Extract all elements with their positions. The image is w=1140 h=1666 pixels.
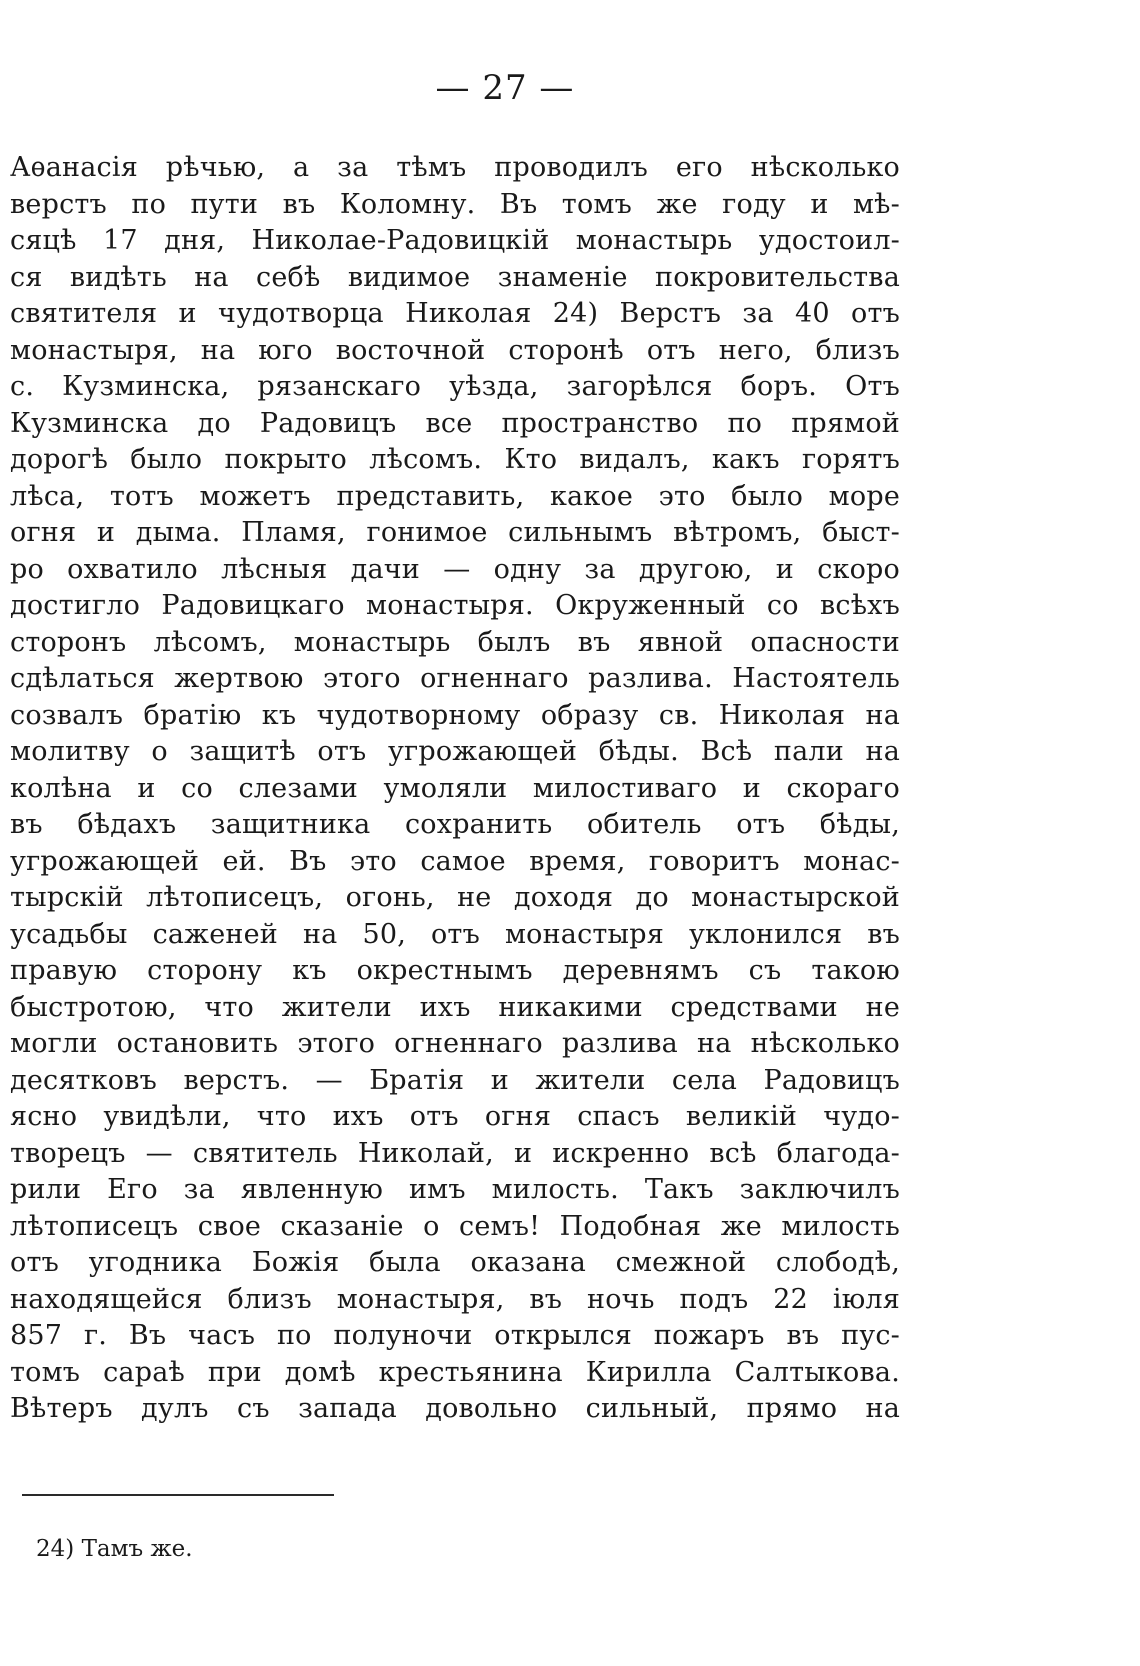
text-line: тырскій лѣтописецъ, огонь, не доходя до монастырской bbox=[10, 882, 900, 913]
text-line: могли остановить этого огненнаго разлива на нѣсколько bbox=[10, 1028, 900, 1059]
text-line: Кузминска до Радовицъ все пространство по прямой bbox=[10, 407, 900, 439]
text-line: творецъ — святитель Николай, и искренно всѣ благода- bbox=[10, 1137, 900, 1169]
text-line: верстъ по пути въ Коломну. Въ томъ же году и мѣ- bbox=[10, 188, 900, 220]
text-line: ясно увидѣли, что ихъ отъ огня спасъ великій чудо- bbox=[10, 1101, 900, 1132]
text-line: быстротою, что жители ихъ никакими средствами не bbox=[10, 991, 900, 1023]
text-line: въ бѣдахъ защитника сохранить обитель отъ бѣды, bbox=[10, 809, 900, 840]
text-line: с. Кузминска, рязанскаго уѣзда, загорѣлся боръ. Отъ bbox=[10, 371, 900, 402]
text-line: Вѣтеръ дулъ съ запада довольно сильный, прямо на bbox=[10, 1393, 900, 1424]
text-line: колѣна и со слезами умоляли милостиваго и скораго bbox=[10, 772, 900, 804]
text-line: сдѣлаться жертвою этого огненнаго разлива. Настоятель bbox=[10, 663, 900, 694]
text-line: угрожающей ей. Въ это самое время, говоритъ монас- bbox=[10, 845, 900, 877]
footnote-marker: 24) bbox=[36, 1536, 75, 1562]
text-line: ся видѣть на себѣ видимое знаменіе покровительства bbox=[10, 261, 900, 293]
text-line: огня и дыма. Пламя, гонимое сильнымъ вѣтромъ, быст- bbox=[10, 517, 900, 548]
text-line: молитву о защитѣ отъ угрожающей бѣды. Всѣ пали на bbox=[10, 736, 900, 767]
body-text bbox=[10, 150, 900, 1428]
footnote bbox=[36, 1534, 193, 1564]
text-line: находящейся близъ монастыря, въ ночь подъ 22 іюля bbox=[10, 1283, 900, 1315]
text-line: лѣса, тотъ можетъ представить, какое это было море bbox=[10, 480, 900, 512]
text-line: усадьбы саженей на 50, отъ монастыря уклонился въ bbox=[10, 918, 900, 950]
text-line: дорогѣ было покрыто лѣсомъ. Кто видалъ, какъ горятъ bbox=[10, 444, 900, 475]
footnote-text: Тамъ же. bbox=[81, 1536, 193, 1562]
text-line: созвалъ братію къ чудотворному образу св. Николая на bbox=[10, 699, 900, 731]
text-line: сторонъ лѣсомъ, монастырь былъ въ явной опасности bbox=[10, 626, 900, 658]
footnote-divider bbox=[22, 1494, 334, 1496]
text-line: ро охватило лѣсныя дачи — одну за другою, и скоро bbox=[10, 553, 900, 585]
text-line: лѣтописецъ свое сказаніе о семъ! Подобная же милость bbox=[10, 1210, 900, 1242]
text-line: достигло Радовицкаго монастыря. Окруженный со всѣхъ bbox=[10, 590, 900, 621]
text-line: Аѳанасія рѣчью, а за тѣмъ проводилъ его нѣсколько bbox=[10, 152, 900, 183]
text-line: правую сторону къ окрестнымъ деревнямъ съ такою bbox=[10, 955, 900, 986]
text-line: рили Его за явленную имъ милость. Такъ заключилъ bbox=[10, 1174, 900, 1205]
text-line: томъ сараѣ при домѣ крестьянина Кирилла Салтыкова. bbox=[10, 1356, 900, 1388]
text-line: монастыря, на юго восточной сторонѣ отъ него, близъ bbox=[10, 334, 900, 366]
text-line: сяцѣ 17 дня, Николае-Радовицкій монастырь удостоил- bbox=[10, 225, 900, 256]
text-line: отъ угодника Божія была оказана смежной слободѣ, bbox=[10, 1247, 900, 1278]
text-line: 857 г. Въ часъ по полуночи открылся пожаръ въ пус- bbox=[10, 1320, 900, 1351]
page-number: — 27 — bbox=[435, 68, 575, 108]
text-line: святителя и чудотворца Николая 24) Верстъ за 40 отъ bbox=[10, 298, 900, 329]
text-line: десятковъ верстъ. — Братія и жители села Радовицъ bbox=[10, 1064, 900, 1096]
